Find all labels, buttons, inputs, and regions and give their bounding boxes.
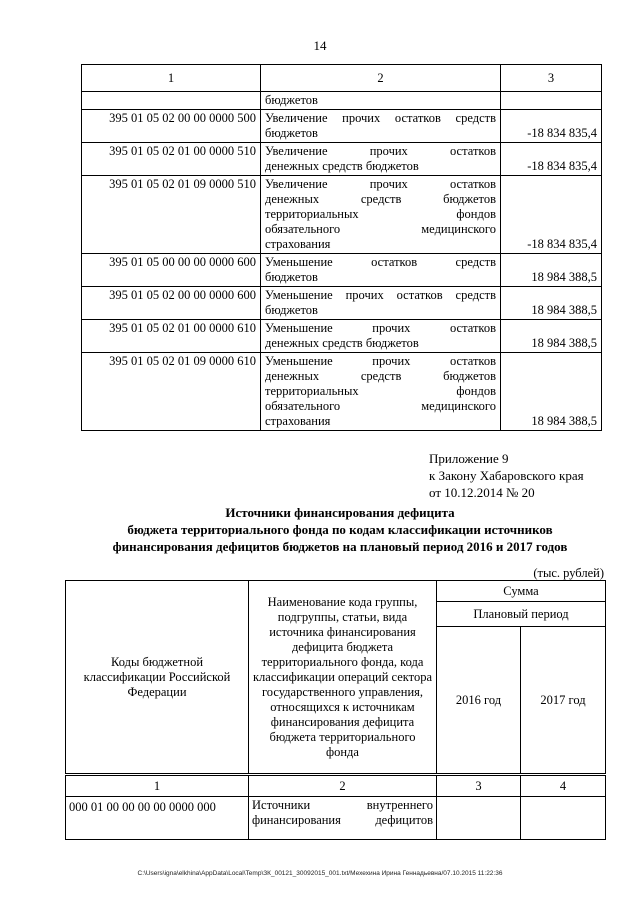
title-line-2: бюджета территориального фонда по кодам классификации источников [127,522,553,537]
source-name-line: денежных средств бюджетов [265,336,419,350]
table-row [82,110,602,143]
table-row [82,176,602,254]
budget-code-cell: 395 01 05 00 00 00 0000 600 [82,254,261,287]
source-name-line: денежных средств бюджетов [265,369,496,383]
unit-label: (тыс. рублей) [533,566,604,580]
source-name-line: Увеличение прочих остатков средств [265,111,496,125]
budget-code-cell: 395 01 05 02 01 09 0000 510 [82,176,261,254]
source-name-line: Уменьшение остатков средств [265,255,496,269]
source-name-cell [261,353,501,431]
source-name-cell [249,797,437,840]
table2-colnum-1: 1 [66,775,249,797]
amount-cell [501,92,602,110]
budget-code-cell: 395 01 05 02 00 00 0000 500 [82,110,261,143]
amount-cell: -18 834 835,4 [501,143,602,176]
table1-header-row [82,65,602,92]
table-row [82,254,602,287]
appendix-note [429,450,584,501]
budget-code-cell [82,92,261,110]
amount-cell: 18 984 388,5 [501,320,602,353]
source-name-line: территориальных фондов [265,207,496,221]
source-name-line: страхования [265,237,331,251]
table2-header-row-1 [66,581,606,602]
table-row [66,797,606,840]
source-name-line: Увеличение прочих остатков [265,144,496,158]
budget-code-cell: 395 01 05 02 01 00 0000 610 [82,320,261,353]
table2-header-sum: Сумма [437,581,606,602]
budget-code-cell: 395 01 05 02 00 00 0000 600 [82,287,261,320]
table1-header-col2: 2 [261,65,501,92]
source-name-cell [261,92,501,110]
source-name-cell [261,287,501,320]
source-name-line: Уменьшение прочих остатков [265,321,496,335]
source-name-line: бюджетов [265,270,318,284]
source-name-cell [261,143,501,176]
budget-code-cell: 395 01 05 02 01 09 0000 610 [82,353,261,431]
table2-column-numbers [66,775,606,797]
budget-table-continued [81,64,602,431]
source-name-line: Увеличение прочих остатков [265,177,496,191]
page-number: 14 [313,38,327,53]
appendix-line-3: от 10.12.2014 № 20 [429,485,535,500]
amount-2017-cell [521,797,606,840]
amount-cell: -18 834 835,4 [501,176,602,254]
sources-table [65,580,606,840]
table1-header-col1: 1 [82,65,261,92]
table2-colnum-4: 4 [521,775,606,797]
budget-code-cell: 000 01 00 00 00 00 0000 000 [66,797,249,840]
table2-header-name: Наименование кода группы, подгруппы, статьи, вида источника финансирования дефицита бюджета территориального фонда, кода классификации операций сектора государственного управления, относящихся к источникам финансирования дефицита бюджета территориального фонда [249,581,437,775]
table2-header-year-2017: 2017 год [521,627,606,775]
section-title [60,504,620,555]
source-name-cell [261,320,501,353]
table1-body [82,65,602,431]
title-line-1: Источники финансирования дефицита [225,505,455,520]
appendix-line-2: к Закону Хабаровского края [429,468,584,483]
source-name-line: денежных средств бюджетов [265,192,496,206]
source-name-line: обязательного медицинского [265,399,496,413]
amount-cell: -18 834 835,4 [501,110,602,143]
amount-cell: 18 984 388,5 [501,287,602,320]
amount-cell: 18 984 388,5 [501,254,602,287]
source-name-line: бюджетов [265,126,318,140]
source-name-line: территориальных фондов [265,384,496,398]
table-row [82,143,602,176]
source-name-line: бюджетов [265,93,318,107]
table2-header-year-2016: 2016 год [437,627,521,775]
budget-code-cell: 395 01 05 02 01 00 0000 510 [82,143,261,176]
source-name-line: обязательного медицинского [265,222,496,236]
table2-colnum-3: 3 [437,775,521,797]
file-path-footer: C:\Users\igna\elkhina\AppData\Local\Temp\ЗК_00121_30092015_001.txt/Мехехина Ирина Геннадьевна/07.10.2015 11:22:36 [137,870,503,877]
title-line-3: финансирования дефицитов бюджетов на плановый период 2016 и 2017 годов [112,539,568,554]
table2-header-period: Плановый период [437,602,606,627]
table-row [82,287,602,320]
table2-header-codes: Коды бюджетной классификации Российской Федерации [66,581,249,775]
source-name-cell [261,176,501,254]
table1-header-col3: 3 [501,65,602,92]
table-row [82,92,602,110]
source-name-line: денежных средств бюджетов [265,159,419,173]
appendix-line-1: Приложение 9 [429,451,509,466]
source-name-line: Уменьшение прочих остатков средств [265,288,496,302]
source-name-line: страхования [265,414,331,428]
source-name-cell [261,110,501,143]
table2-colnum-2: 2 [249,775,437,797]
table-row [82,320,602,353]
amount-cell: 18 984 388,5 [501,353,602,431]
table2-body [66,581,606,840]
source-name-line: финансирования дефицитов [252,813,433,827]
amount-2016-cell [437,797,521,840]
source-name-line: бюджетов [265,303,318,317]
source-name-line: Источники внутреннего [252,798,433,812]
table-row [82,353,602,431]
source-name-line: Уменьшение прочих остатков [265,354,496,368]
source-name-cell [261,254,501,287]
